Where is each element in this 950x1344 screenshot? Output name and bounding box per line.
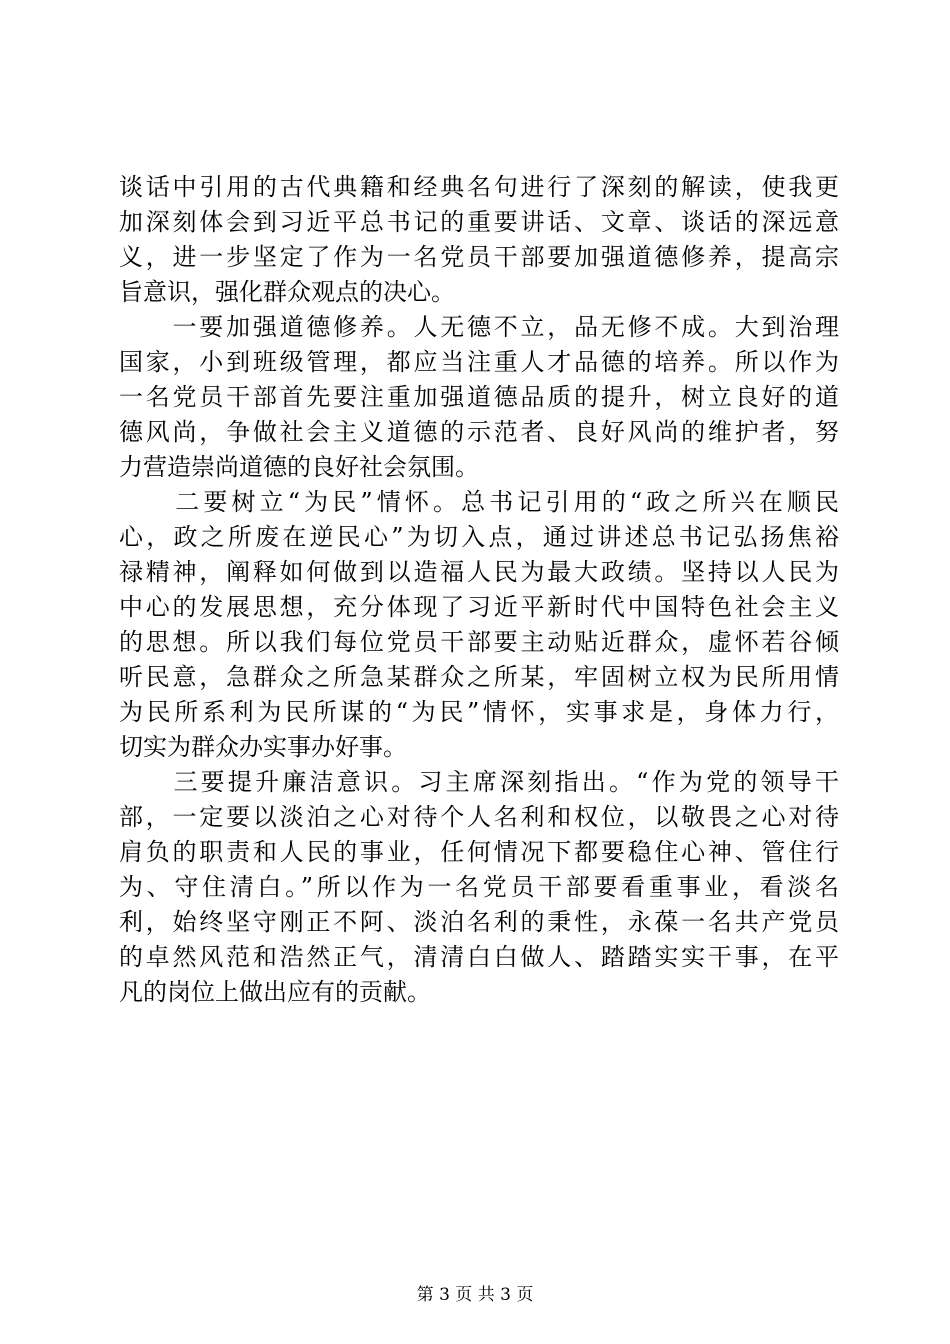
text-line: 利，始终坚守刚正不阿、淡泊名利的秉性，永葆一名共产党员 — [119, 908, 839, 936]
text-line: 听民意，急群众之所急某群众之所某，牢固树立权为民所用情 — [119, 663, 839, 691]
text-line: 加深刻体会到习近平总书记的重要讲话、文章、谈话的深远意 — [119, 208, 839, 236]
page-number-label: 第 3 页 共 3 页 — [416, 1285, 534, 1305]
text-line: 一要加强道德修养。人无德不立，品无修不成。大到治理 — [119, 313, 839, 341]
text-line: 二要树立“为民”情怀。总书记引用的“政之所兴在顺民 — [119, 488, 839, 516]
text-line: 切实为群众办实事办好事。 — [119, 733, 407, 761]
text-line: 禄精神，阐释如何做到以造福人民为最大政绩。坚持以人民为 — [119, 558, 839, 586]
text-line: 的卓然风范和浩然正气，清清白白做人、踏踏实实干事，在平 — [119, 943, 839, 971]
text-line: 力营造崇尚道德的良好社会氛围。 — [119, 453, 479, 481]
page-footer — [0, 1283, 950, 1307]
text-line: 谈话中引用的古代典籍和经典名句进行了深刻的解读，使我更 — [119, 173, 839, 201]
text-line: 中心的发展思想，充分体现了习近平新时代中国特色社会主义 — [119, 593, 839, 621]
text-line: 为、守住清白。”所以作为一名党员干部要看重事业，看淡名 — [119, 873, 839, 901]
text-line: 为民所系利为民所谋的“为民”情怀，实事求是，身体力行， — [119, 698, 839, 726]
text-line: 德风尚，争做社会主义道德的示范者、良好风尚的维护者，努 — [119, 418, 839, 446]
text-line: 旨意识，强化群众观点的决心。 — [119, 278, 455, 306]
text-line: 国家，小到班级管理，都应当注重人才品德的培养。所以作为 — [119, 348, 839, 376]
text-line: 三要提升廉洁意识。习主席深刻指出。“作为党的领导干 — [119, 768, 839, 796]
text-line: 凡的岗位上做出应有的贡献。 — [119, 978, 431, 1006]
text-line: 肩负的职责和人民的事业，任何情况下都要稳住心神、管住行 — [119, 838, 839, 866]
text-line: 一名党员干部首先要注重加强道德品质的提升，树立良好的道 — [119, 383, 839, 411]
text-line: 的思想。所以我们每位党员干部要主动贴近群众，虚怀若谷倾 — [119, 628, 839, 656]
text-line: 义，进一步坚定了作为一名党员干部要加强道德修养，提高宗 — [119, 243, 839, 271]
text-line: 心，政之所废在逆民心”为切入点，通过讲述总书记弘扬焦裕 — [119, 523, 839, 551]
text-line: 部，一定要以淡泊之心对待个人名利和权位，以敬畏之心对待 — [119, 803, 839, 831]
document-body — [119, 170, 839, 1010]
